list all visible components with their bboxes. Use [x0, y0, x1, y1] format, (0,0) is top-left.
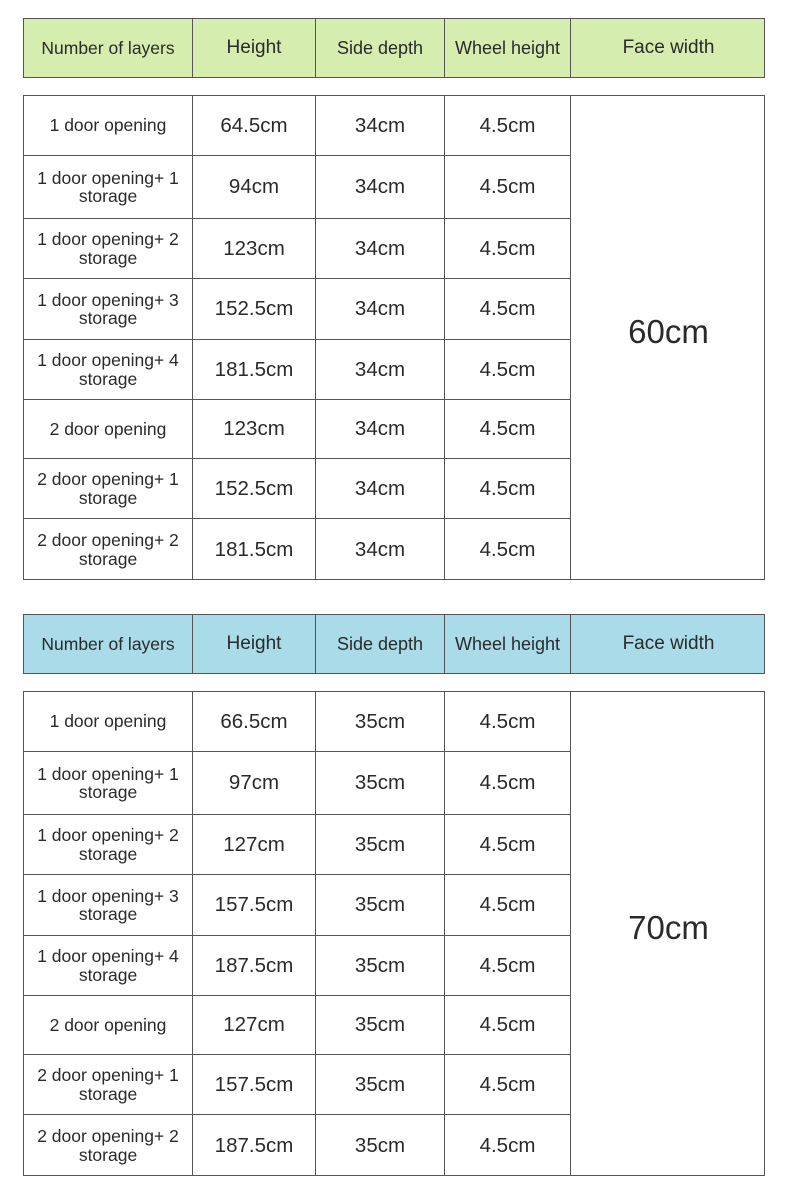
- cell-wheel-height: 4.5cm: [445, 1055, 571, 1115]
- cell-layers: 1 door opening: [24, 96, 193, 156]
- table-2-header: [23, 614, 765, 674]
- cell-wheel-height: 4.5cm: [445, 219, 571, 279]
- cell-layers: 1 door opening+ 1 storage: [24, 752, 193, 815]
- cell-height: 123cm: [193, 400, 316, 459]
- cell-wheel-height: 4.5cm: [445, 519, 571, 580]
- cell-side-depth: 35cm: [316, 875, 445, 936]
- cell-height: 97cm: [193, 752, 316, 815]
- cell-wheel-height: 4.5cm: [445, 279, 571, 340]
- cell-side-depth: 34cm: [316, 219, 445, 279]
- cell-height: 127cm: [193, 996, 316, 1055]
- table-1-header: [23, 18, 765, 78]
- cell-side-depth: 35cm: [316, 1055, 445, 1115]
- cell-wheel-height: 4.5cm: [445, 875, 571, 936]
- cell-wheel-height: 4.5cm: [445, 752, 571, 815]
- cell-side-depth: 34cm: [316, 156, 445, 219]
- cell-height: 152.5cm: [193, 279, 316, 340]
- cell-wheel-height: 4.5cm: [445, 996, 571, 1055]
- cell-side-depth: 34cm: [316, 340, 445, 400]
- cell-wheel-height: 4.5cm: [445, 936, 571, 996]
- cell-height: 157.5cm: [193, 875, 316, 936]
- header-side-depth: Side depth: [316, 19, 445, 77]
- cell-height: 66.5cm: [193, 692, 316, 752]
- cell-height: 157.5cm: [193, 1055, 316, 1115]
- cell-height: 123cm: [193, 219, 316, 279]
- cell-wheel-height: 4.5cm: [445, 400, 571, 459]
- cell-wheel-height: 4.5cm: [445, 815, 571, 875]
- cell-side-depth: 34cm: [316, 400, 445, 459]
- cell-height: 181.5cm: [193, 340, 316, 400]
- cell-layers: 1 door opening+ 3 storage: [24, 279, 193, 340]
- table-2-body: [23, 691, 765, 1176]
- cell-layers: 2 door opening+ 1 storage: [24, 459, 193, 519]
- cell-wheel-height: 4.5cm: [445, 692, 571, 752]
- cell-layers: 1 door opening+ 1 storage: [24, 156, 193, 219]
- cell-wheel-height: 4.5cm: [445, 96, 571, 156]
- header-wheel-height: Wheel height: [445, 615, 571, 673]
- table-1-body: [23, 95, 765, 580]
- cell-height: 94cm: [193, 156, 316, 219]
- cell-wheel-height: 4.5cm: [445, 1115, 571, 1176]
- cell-height: 187.5cm: [193, 936, 316, 996]
- cell-side-depth: 35cm: [316, 692, 445, 752]
- cell-side-depth: 34cm: [316, 459, 445, 519]
- cell-layers: 1 door opening+ 2 storage: [24, 219, 193, 279]
- cell-height: 152.5cm: [193, 459, 316, 519]
- cell-layers: 1 door opening+ 4 storage: [24, 936, 193, 996]
- cell-side-depth: 35cm: [316, 1115, 445, 1176]
- cell-wheel-height: 4.5cm: [445, 156, 571, 219]
- cell-side-depth: 35cm: [316, 752, 445, 815]
- cell-layers: 1 door opening+ 2 storage: [24, 815, 193, 875]
- header-face-width: Face width: [622, 37, 715, 58]
- cell-side-depth: 35cm: [316, 936, 445, 996]
- cell-side-depth: 34cm: [316, 519, 445, 580]
- header-face-width: Face width: [622, 633, 715, 654]
- face-width-value: 70cm: [628, 909, 709, 946]
- cell-layers: 2 door opening+ 2 storage: [24, 1115, 193, 1176]
- cell-height: 181.5cm: [193, 519, 316, 580]
- cell-side-depth: 34cm: [316, 96, 445, 156]
- header-height: Height: [193, 615, 316, 673]
- header-wheel-height: Wheel height: [445, 19, 571, 77]
- cell-layers: 1 door opening: [24, 692, 193, 752]
- cell-height: 127cm: [193, 815, 316, 875]
- cell-side-depth: 35cm: [316, 815, 445, 875]
- face-width-value: 60cm: [628, 313, 709, 350]
- cell-layers: 1 door opening+ 4 storage: [24, 340, 193, 400]
- cell-wheel-height: 4.5cm: [445, 459, 571, 519]
- cell-side-depth: 35cm: [316, 996, 445, 1055]
- cell-layers: 2 door opening: [24, 400, 193, 459]
- header-number-of-layers: Number of layers: [24, 19, 193, 77]
- header-height: Height: [193, 19, 316, 77]
- header-number-of-layers: Number of layers: [24, 615, 193, 673]
- header-side-depth: Side depth: [316, 615, 445, 673]
- cell-height: 187.5cm: [193, 1115, 316, 1176]
- cell-layers: 2 door opening: [24, 996, 193, 1055]
- cell-layers: 2 door opening+ 1 storage: [24, 1055, 193, 1115]
- cell-layers: 1 door opening+ 3 storage: [24, 875, 193, 936]
- cell-side-depth: 34cm: [316, 279, 445, 340]
- cell-height: 64.5cm: [193, 96, 316, 156]
- cell-wheel-height: 4.5cm: [445, 340, 571, 400]
- cell-layers: 2 door opening+ 2 storage: [24, 519, 193, 580]
